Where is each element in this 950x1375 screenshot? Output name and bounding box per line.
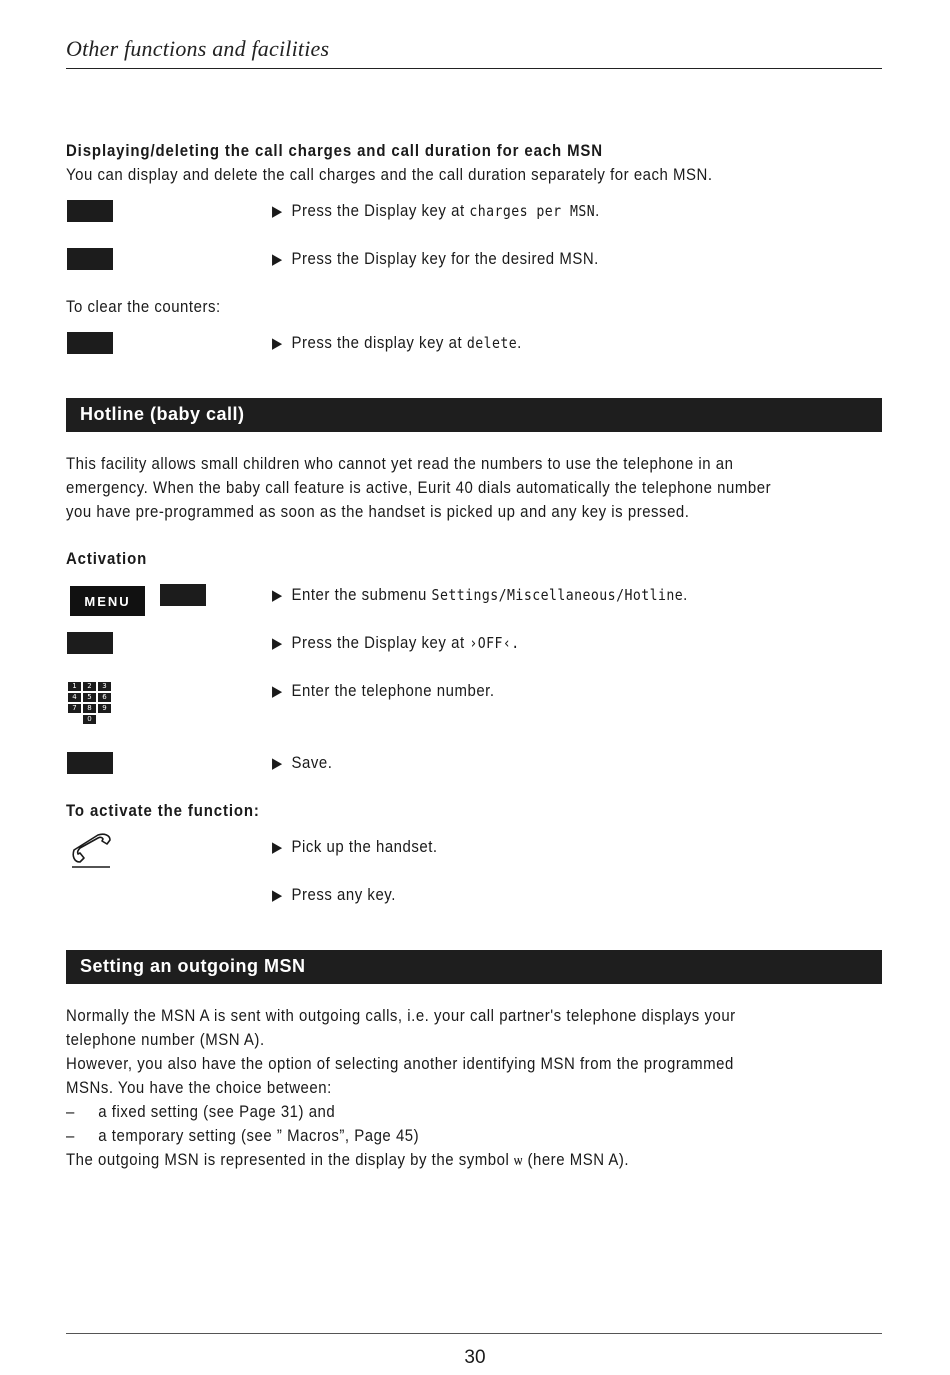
page-number: 30 — [464, 1347, 486, 1368]
section-title: Setting an outgoing MSN — [80, 956, 306, 976]
display-key-icon — [67, 752, 113, 774]
display-text: delete — [466, 334, 518, 352]
section-title: Hotline (baby call) — [80, 404, 245, 424]
arrow-icon: ▶ — [272, 635, 283, 652]
display-key-icon — [67, 200, 113, 222]
arrow-icon: ▶ — [272, 587, 283, 604]
hotline-step-6: ▶ Press any key. — [272, 885, 396, 904]
hotline-step-2: ▶ Press the Display key at ›OFF‹. — [272, 633, 520, 652]
display-text: ›OFF‹. — [469, 634, 520, 652]
arrow-icon: ▶ — [272, 251, 283, 268]
hotline-paragraph: This facility allows small children who cannot yet read the numbers to use the telephone in an emergency. When the baby call feature is active, Eurit 40 dials automatically the telephone number you have pre-programmed as soon as the handset is picked up and any key is pressed. — [66, 454, 772, 521]
hotline-step-4: ▶ Save. — [272, 753, 333, 772]
display-key-icon — [67, 248, 113, 270]
hotline-step-3: ▶ Enter the telephone number. — [272, 681, 495, 700]
activation-heading: Activation — [66, 549, 148, 568]
menu-key-icon: MENU — [70, 586, 145, 616]
charges-step-1: ▶ Press the Display key at charges per MSN. — [272, 201, 600, 220]
charges-step-2: ▶ Press the Display key for the desired MSN. — [272, 249, 599, 268]
activate-function-heading: To activate the function: — [66, 801, 260, 820]
msn-symbol-icon: ѡ — [513, 1151, 523, 1169]
handset-icon — [68, 832, 116, 870]
outgoing-paragraph: Normally the MSN A is sent with outgoing calls, i.e. your call partner's telephone displays your telephone number (MSN A). However, you also have the option of selecting another identifying MSN from the programmed MSNs. You have the choice between: – a fixed setting (see Page 31) and – a temporary setting (see ” Macros”, Page 45) The outgoing MSN is represented in the display by the symbol ѡ (here MSN A). — [66, 1006, 736, 1169]
charges-heading: Displaying/deleting the call charges and call duration for each MSN — [66, 141, 603, 160]
display-text: Settings/Miscellaneous/Hotline — [431, 586, 684, 604]
charges-step-3: ▶ Press the display key at delete. — [272, 333, 522, 352]
display-key-icon — [67, 632, 113, 654]
arrow-icon: ▶ — [272, 887, 283, 904]
footer-divider — [66, 1333, 882, 1334]
hotline-step-1: ▶ Enter the submenu Settings/Miscellaneous/Hotline. — [272, 585, 688, 604]
charges-intro: You can display and delete the call charges and the call duration separately for each MSN. — [66, 165, 713, 184]
arrow-icon: ▶ — [272, 683, 283, 700]
arrow-icon: ▶ — [272, 755, 283, 772]
display-key-icon — [160, 584, 206, 606]
display-key-icon — [67, 332, 113, 354]
hotline-step-5: ▶ Pick up the handset. — [272, 837, 438, 856]
arrow-icon: ▶ — [272, 335, 283, 352]
section-bar-hotline — [66, 398, 882, 432]
header-title: Other functions and facilities — [66, 36, 330, 61]
page-header — [66, 36, 882, 69]
clear-counters-label: To clear the counters: — [66, 297, 221, 316]
keypad-icon: 1 2 3 4 5 6 7 8 9 0 — [68, 682, 114, 724]
display-text: charges per MSN — [469, 202, 596, 220]
arrow-icon: ▶ — [272, 839, 283, 856]
arrow-icon: ▶ — [272, 203, 283, 220]
section-bar-outgoing-msn — [66, 950, 882, 984]
